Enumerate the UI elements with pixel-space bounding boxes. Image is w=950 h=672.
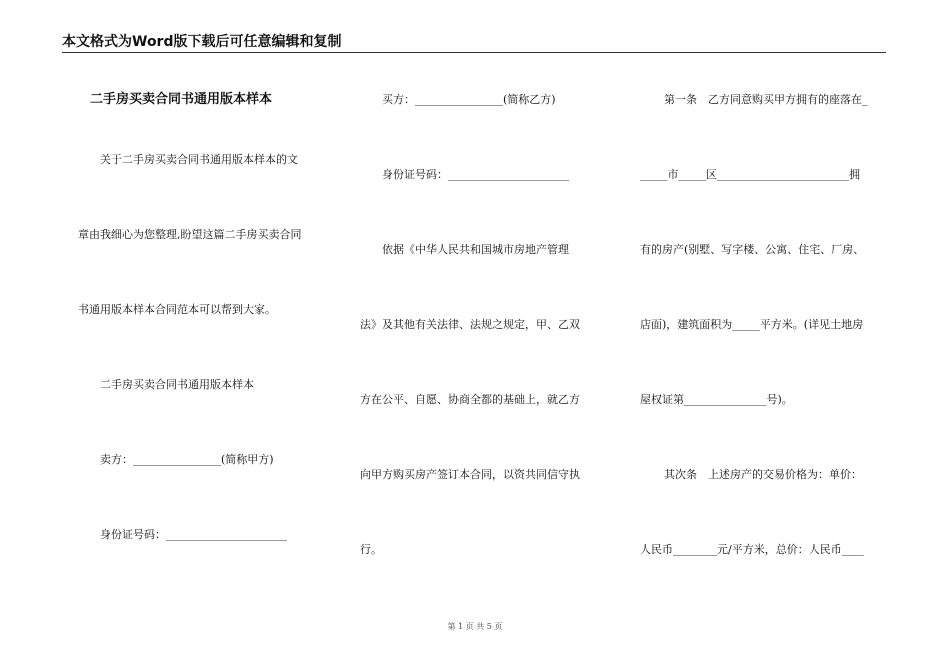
page-number: 第 1 页 共 5 页 — [447, 622, 503, 631]
seller-id-line: 身份证号码：______________________ — [100, 528, 287, 541]
paragraph-line: 关于二手房买卖合同书通用版本样本的文 — [100, 153, 298, 166]
document-header: 本文格式为Word版下载后可任意编辑和复制 — [62, 32, 886, 53]
article-line: 屋权证第_______________号)。 — [640, 393, 793, 406]
article-line: 有的房产(别墅、写字楼、公寓、住宅、厂房、 — [640, 243, 865, 256]
article-line: 店面)，建筑面积为_____平方米。(详见土地房 — [640, 318, 864, 331]
paragraph-line: 行。 — [360, 543, 382, 556]
article-line: _____市_____区________________________拥 — [640, 168, 860, 181]
document-title: 二手房买卖合同书通用版本样本 — [90, 92, 273, 107]
paragraph-line: 法》及其他有关法律、法规之规定，甲、乙双 — [360, 318, 580, 331]
paragraph-line: 章由我细心为您整理,盼望这篇二手房买卖合同 — [78, 228, 302, 241]
article-line: 其次条 上述房产的交易价格为：单价： — [664, 468, 862, 481]
paragraph-line: 方在公平、自愿、协商全都的基础上，就乙方 — [360, 393, 580, 406]
paragraph-line: 向甲方购买房产签订本合同，以资共同信守执 — [360, 468, 580, 481]
section-heading: 二手房买卖合同书通用版本样本 — [100, 378, 254, 391]
paragraph-line: 依据《中华人民共和国城市房地产管理 — [382, 243, 569, 256]
buyer-line: 买方：________________(简称乙方) — [382, 93, 556, 106]
buyer-id-line: 身份证号码：______________________ — [382, 168, 569, 181]
article-line: 人民币________元/平方米，总价：人民币____ — [640, 543, 864, 556]
paragraph-line: 书通用版本样本合同范本可以帮到大家。 — [78, 303, 276, 316]
article-line: 第一条 乙方同意购买甲方拥有的座落在_ — [664, 93, 868, 106]
seller-line: 卖方：________________(简称甲方) — [100, 453, 274, 466]
